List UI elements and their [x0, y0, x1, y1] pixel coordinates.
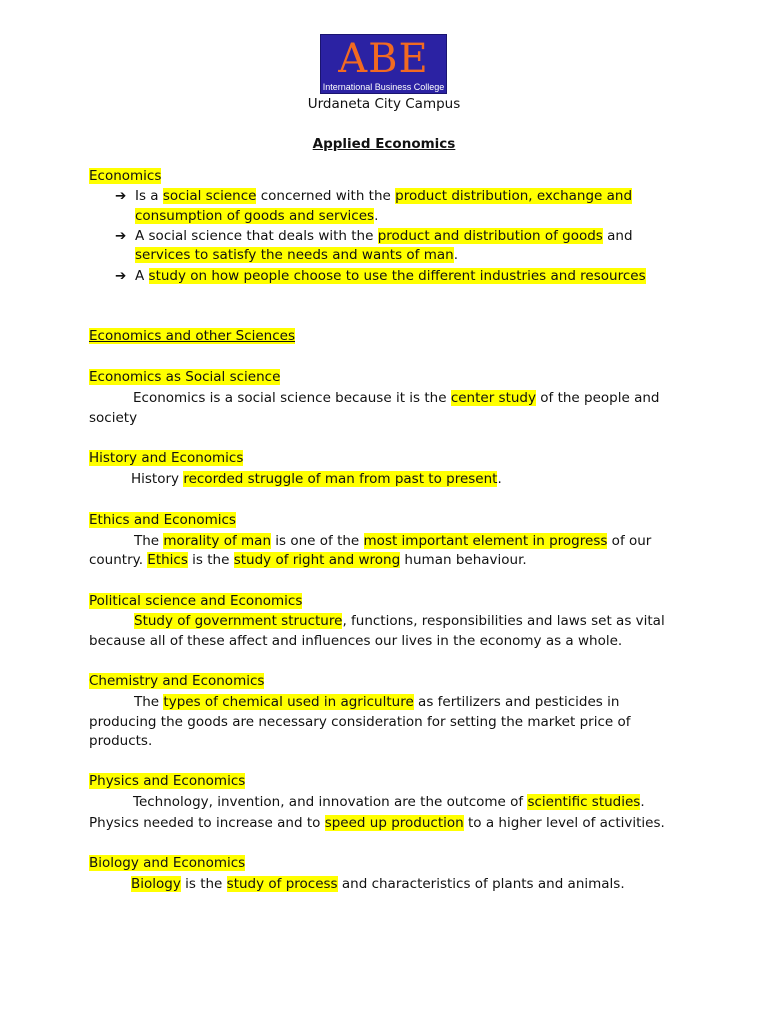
text-segment: concerned with the — [256, 188, 396, 204]
text-segment: and characteristics of plants and animals. — [337, 876, 625, 892]
section-heading-h-chemistry — [89, 673, 264, 689]
text-line-p-social-1 — [133, 390, 659, 406]
section-heading-h-political — [89, 593, 302, 609]
text-segment: A — [135, 268, 149, 284]
highlighted-text: product distribution, exchange and — [395, 188, 633, 204]
arrow-bullet-icon: ➔ — [115, 268, 127, 284]
highlighted-text: center study — [450, 390, 536, 406]
text-line-b3-l1 — [135, 268, 646, 284]
campus-name: Urdaneta City Campus — [307, 96, 461, 112]
text-line-p-political-1 — [134, 613, 665, 629]
text-segment: human behaviour. — [400, 552, 527, 568]
text-segment: to a higher level of activities. — [463, 815, 665, 831]
text-line-p-bio-1 — [131, 876, 625, 892]
text-line-p-ethics-1 — [134, 533, 651, 549]
highlighted-text: study of process — [226, 876, 338, 892]
text-line-b2-l2 — [135, 247, 458, 263]
text-line-p-chem-1 — [134, 694, 619, 710]
highlighted-text: Economics as Social science — [89, 369, 281, 385]
abe-logo — [320, 34, 447, 94]
highlighted-text: morality of man — [163, 533, 271, 549]
text-segment: A social science that deals with the — [135, 228, 378, 244]
text-segment: . — [497, 471, 502, 487]
highlighted-text: Economics and other Sciences — [89, 328, 295, 344]
text-segment: is the — [180, 876, 227, 892]
text-segment: because all of these affect and influences our lives in the economy as a whole. — [89, 633, 623, 649]
text-segment: products. — [89, 733, 153, 749]
text-line-b2-l1 — [135, 228, 633, 244]
highlighted-text: social science — [162, 188, 257, 204]
text-segment: of the people and — [535, 390, 660, 406]
text-segment: Physics needed to increase and to — [89, 815, 325, 831]
highlighted-text: Biology — [131, 876, 181, 892]
section-heading-h-social — [89, 369, 280, 385]
highlighted-text: services to satisfy the needs and wants of man — [135, 247, 454, 263]
document-title: Applied Economics — [312, 136, 456, 152]
text-segment: producing the goods are necessary consideration for setting the market price of — [89, 714, 631, 730]
highlighted-text: Physics and Economics — [89, 773, 246, 789]
text-segment: The — [134, 694, 164, 710]
section-heading-h-physics — [89, 773, 245, 789]
text-segment: Is a — [135, 188, 163, 204]
text-segment: . — [374, 208, 379, 224]
highlighted-text: product and distribution of goods — [377, 228, 603, 244]
arrow-bullet-icon: ➔ — [115, 188, 127, 204]
text-segment: as fertilizers and pesticides in — [413, 694, 620, 710]
highlighted-text: study on how people choose to use the different industries and resources — [148, 268, 646, 284]
highlighted-text: History and Economics — [89, 450, 244, 466]
logo-subtitle: International Business College — [322, 82, 445, 92]
text-segment: is one of the — [271, 533, 364, 549]
highlighted-text: Ethics — [147, 552, 188, 568]
text-segment: of our — [607, 533, 652, 549]
highlighted-text: scientific studies — [527, 794, 641, 810]
section-heading-h-economics — [89, 168, 161, 184]
text-segment: Economics is a social science because it is the — [133, 390, 451, 406]
section-heading-h-biology — [89, 855, 245, 871]
section-heading-h-other-sciences — [89, 328, 295, 344]
section-heading-h-history — [89, 450, 243, 466]
text-line-p-ethics-2 — [89, 552, 527, 568]
highlighted-text: Biology and Economics — [89, 855, 246, 871]
highlighted-text: Chemistry and Economics — [89, 673, 265, 689]
highlighted-text: consumption of goods and services — [135, 208, 375, 224]
text-segment: History — [131, 471, 184, 487]
highlighted-text: most important element in progress — [363, 533, 608, 549]
text-line-p-phys-1 — [133, 794, 645, 810]
highlighted-text: Political science and Economics — [89, 593, 303, 609]
text-segment: is the — [187, 552, 234, 568]
arrow-bullet-icon: ➔ — [115, 228, 127, 244]
highlighted-text: Study of government structure — [134, 613, 343, 629]
text-segment: . — [453, 247, 458, 263]
text-line-b1-l2 — [135, 208, 378, 224]
highlighted-text: types of chemical used in agriculture — [163, 694, 414, 710]
text-segment: . — [640, 794, 645, 810]
highlighted-text: recorded struggle of man from past to present — [183, 471, 498, 487]
text-line-p-chem-3 — [89, 733, 152, 749]
section-heading-h-ethics — [89, 512, 236, 528]
text-line-p-social-2 — [89, 410, 137, 426]
text-line-p-history-1 — [131, 471, 502, 487]
highlighted-text: Economics — [89, 168, 162, 184]
text-segment: Technology, invention, and innovation are the outcome of — [133, 794, 528, 810]
text-segment: The — [134, 533, 164, 549]
text-line-p-political-2 — [89, 633, 622, 649]
text-segment: society — [89, 410, 138, 426]
text-segment: and — [602, 228, 633, 244]
text-line-p-chem-2 — [89, 714, 630, 730]
text-segment: country. — [89, 552, 148, 568]
highlighted-text: study of right and wrong — [233, 552, 401, 568]
text-line-p-phys-2 — [89, 815, 665, 831]
text-segment: , functions, responsibilities and laws set as vital — [342, 613, 665, 629]
logo-letters: ABE — [338, 36, 429, 82]
highlighted-text: speed up production — [324, 815, 464, 831]
text-line-b1-l1 — [135, 188, 632, 204]
highlighted-text: Ethics and Economics — [89, 512, 236, 528]
